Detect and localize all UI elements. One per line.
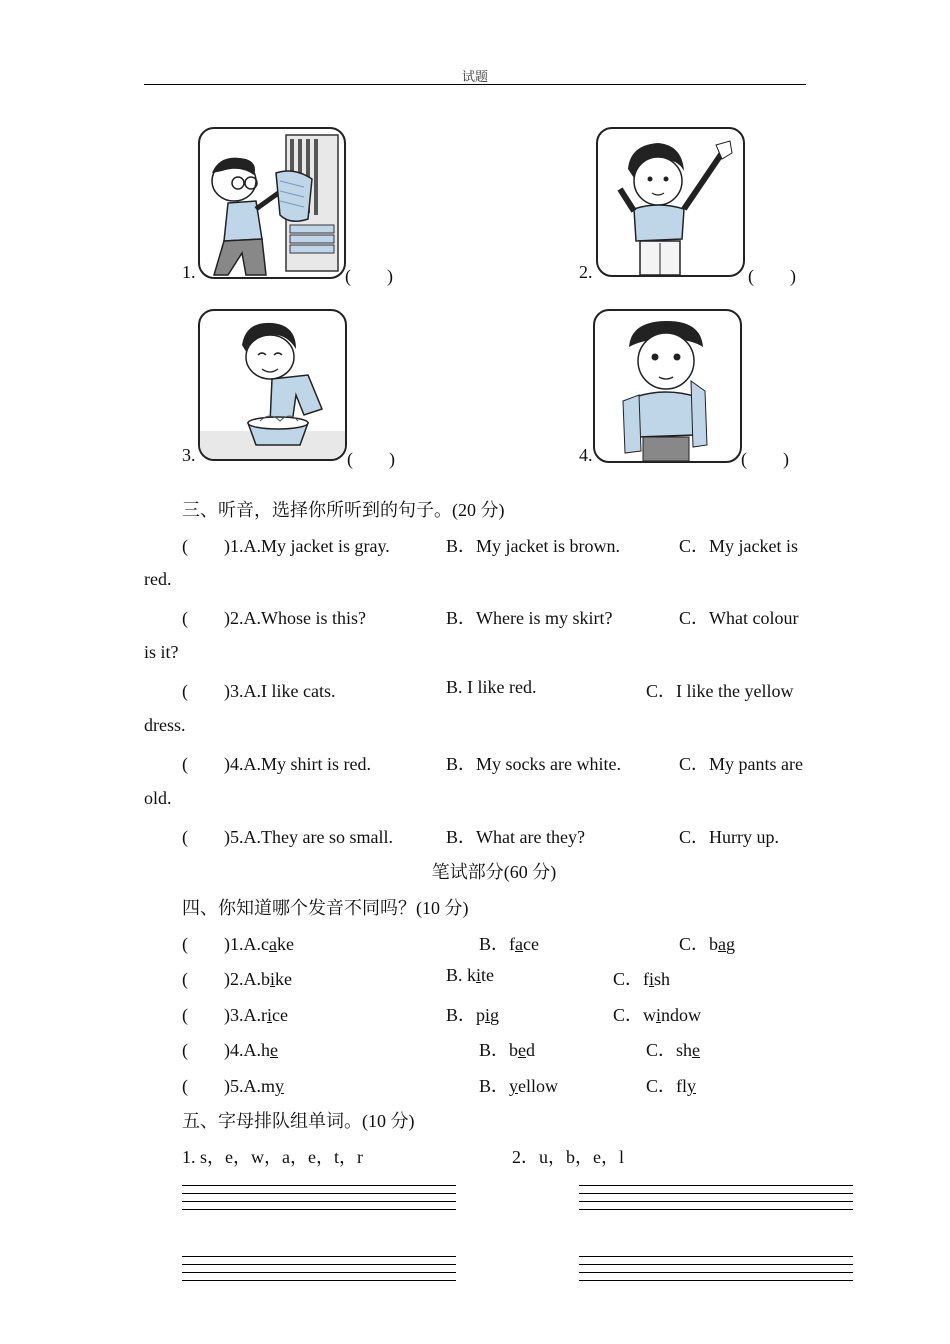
s4-q3-option-c[interactable]: C．window [613,1005,702,1025]
s4-q5-option-c[interactable]: C．fly [646,1076,697,1096]
s5-q1-writing-lines-2[interactable] [182,1256,456,1286]
s3-q2-option-c-wrap: is it? [144,642,179,662]
s4-q4-option-a[interactable]: ( )4.A.he [182,1040,278,1060]
picture-1-number: 1. [182,262,196,282]
s5-q1-writing-lines-1[interactable] [182,1185,456,1215]
picture-3-answer-paren[interactable]: ( ) [347,449,395,469]
s3-q1-option-a[interactable]: ( )1.A.My jacket is gray. [182,536,390,556]
s4-q4-option-b[interactable]: B．bed [479,1040,536,1060]
s4-q3-option-a[interactable]: ( )3.A.rice [182,1005,288,1025]
boy-holding-shirt-icon [593,309,742,463]
picture-2-number: 2. [579,262,593,282]
s3-q2-option-a[interactable]: ( )2.A.Whose is this? [182,608,366,628]
s3-q5-option-a[interactable]: ( )5.A.They are so small. [182,827,393,847]
s3-q4-option-c-wrap: old. [144,788,172,808]
s3-q3-option-c[interactable]: C．I like the yellow [646,681,794,701]
s4-q2-option-c[interactable]: C．fish [613,969,671,989]
s3-q2-option-b[interactable]: B．Where is my skirt? [446,608,613,628]
s3-q4-option-a[interactable]: ( )4.A.My shirt is red. [182,754,371,774]
s3-q4-option-c[interactable]: C．My pants are [679,754,803,774]
s3-q1-option-c[interactable]: C．My jacket is [679,536,798,556]
section-4-title: 四、你知道哪个发音不同吗？(10 分) [182,898,469,918]
s4-q3-option-b[interactable]: B．pig [446,1005,500,1025]
picture-4-answer-paren[interactable]: ( ) [741,449,789,469]
s5-q2-writing-lines-1[interactable] [579,1185,853,1215]
written-part-title: 笔试部分(60 分) [431,862,557,882]
s4-q1-option-c[interactable]: C．bag [679,934,736,954]
s4-q2-option-a[interactable]: ( )2.A.bike [182,969,293,989]
s3-q3-option-c-wrap: dress. [144,715,186,735]
s3-q1-option-c-wrap: red. [144,569,172,589]
s3-q5-option-b[interactable]: B．What are they? [446,827,585,847]
s3-q4-option-b[interactable]: B．My socks are white. [446,754,621,774]
s3-q2-option-c[interactable]: C．What colour [679,608,799,628]
s5-q2-writing-lines-2[interactable] [579,1256,853,1286]
s4-q2-option-b[interactable]: B. kite [446,965,495,985]
header-rule [144,84,806,85]
boy-with-sweater-wardrobe-icon [198,127,346,279]
s3-q3-option-b[interactable]: B. I like red. [446,677,537,697]
s5-q1-letters: 1. s，e，w，a，e，t，r [182,1147,363,1167]
s4-q5-option-a[interactable]: ( )5.A.my [182,1076,285,1096]
s4-q1-option-a[interactable]: ( )1.A.cake [182,934,294,954]
s4-q5-option-b[interactable]: B．yellow [479,1076,559,1096]
picture-1-answer-paren[interactable]: ( ) [345,266,393,286]
picture-3-number: 3. [182,445,196,465]
boy-washing-clothes-icon [198,309,347,461]
s5-q2-letters: 2．u，b，e，l [512,1147,624,1167]
s3-q1-option-b[interactable]: B．My jacket is brown. [446,536,620,556]
page-header-title: 试题 [461,69,488,84]
section-5-title: 五、字母排队组单词。(10 分) [182,1111,415,1131]
s4-q4-option-c[interactable]: C．she [646,1040,701,1060]
s4-q1-option-b[interactable]: B．face [479,934,539,954]
section-3-title: 三、听音，选择你所听到的句子。(20 分) [182,500,505,520]
picture-4-number: 4. [579,445,593,465]
s3-q3-option-a[interactable]: ( )3.A.I like cats. [182,681,336,701]
picture-2-answer-paren[interactable]: ( ) [748,266,796,286]
s3-q5-option-c[interactable]: C．Hurry up. [679,827,779,847]
girl-putting-on-shirt-icon [596,127,745,277]
